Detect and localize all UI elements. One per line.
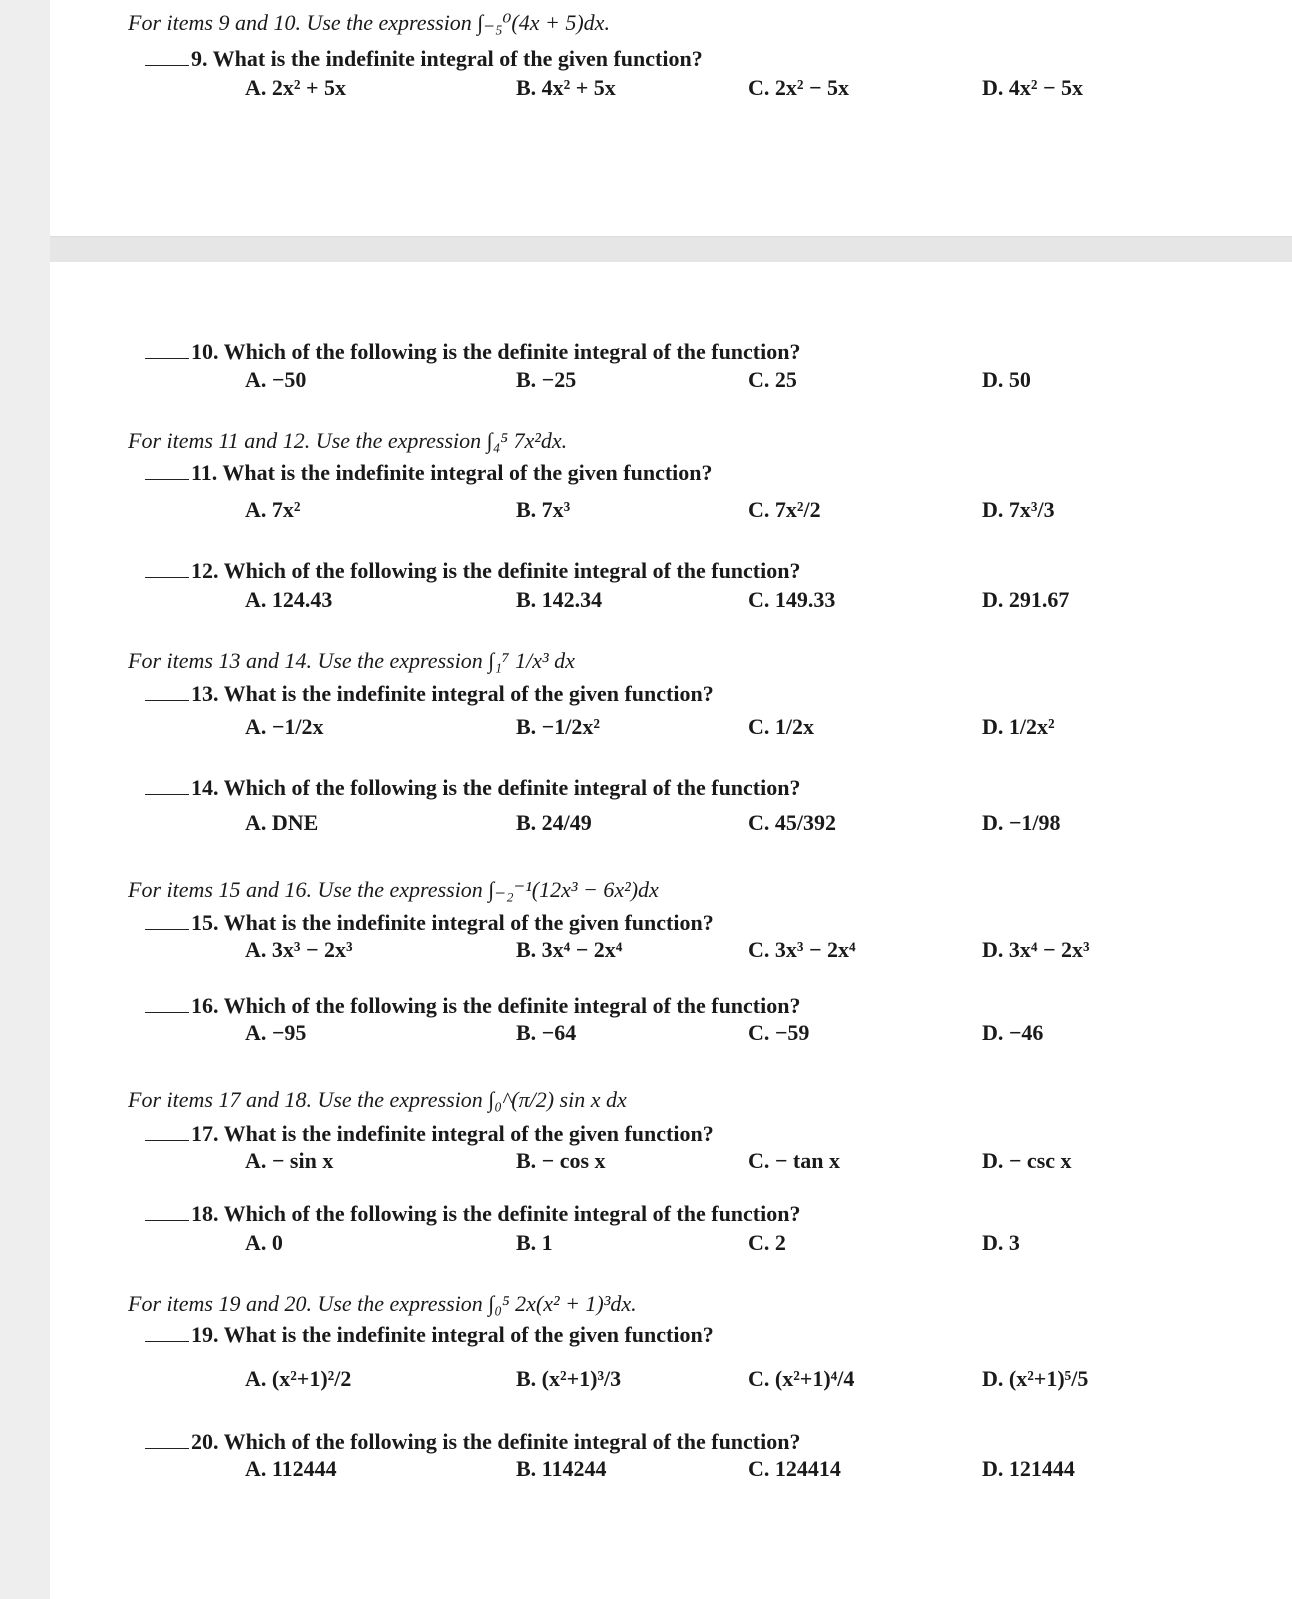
option-15b[interactable]: B. 3x⁴ − 2x⁴ <box>516 937 623 962</box>
option-9a[interactable]: A. 2x² + 5x <box>245 75 347 100</box>
option-20c[interactable]: C. 124414 <box>748 1456 841 1481</box>
answer-blank[interactable] <box>145 794 189 795</box>
answer-blank[interactable] <box>145 358 189 359</box>
answer-blank[interactable] <box>145 700 189 701</box>
option-14a[interactable]: A. DNE <box>245 810 319 835</box>
question-11: 11. What is the indefinite integral of the given function? <box>145 460 713 486</box>
option-17c[interactable]: C. − tan x <box>748 1148 840 1173</box>
option-12b[interactable]: B. 142.34 <box>516 587 603 612</box>
option-20b[interactable]: B. 114244 <box>516 1456 607 1481</box>
option-11d[interactable]: D. 7x³/3 <box>982 497 1055 522</box>
question-18: 18. Which of the following is the definite integral of the function? <box>145 1201 800 1227</box>
option-20a[interactable]: A. 112444 <box>245 1456 337 1481</box>
option-15d[interactable]: D. 3x⁴ − 2x³ <box>982 937 1090 962</box>
option-17a[interactable]: A. − sin x <box>245 1148 334 1173</box>
option-18b[interactable]: B. 1 <box>516 1230 553 1255</box>
question-19: 19. What is the indefinite integral of the given function? <box>145 1322 714 1348</box>
question-17: 17. What is the indefinite integral of the given function? <box>145 1121 714 1147</box>
option-9c[interactable]: C. 2x² − 5x <box>748 75 850 100</box>
answer-blank[interactable] <box>145 1341 189 1342</box>
question-9: 9. What is the indefinite integral of the given function? <box>145 46 703 72</box>
question-20: 20. Which of the following is the definite integral of the function? <box>145 1429 800 1455</box>
group-instruction-19-20: For items 19 and 20. Use the expression ∫₀⁵ 2x(x² + 1)³dx. <box>128 1291 637 1316</box>
option-11a[interactable]: A. 7x² <box>245 497 301 522</box>
option-18d[interactable]: D. 3 <box>982 1230 1020 1255</box>
option-18a[interactable]: A. 0 <box>245 1230 283 1255</box>
group-instruction-17-18: For items 17 and 18. Use the expression ∫₀^(π/2) sin x dx <box>128 1087 627 1112</box>
question-15: 15. What is the indefinite integral of the given function? <box>145 910 714 936</box>
answer-blank[interactable] <box>145 929 189 930</box>
option-19a[interactable]: A. (x²+1)²/2 <box>245 1366 352 1391</box>
answer-blank[interactable] <box>145 1140 189 1141</box>
option-15a[interactable]: A. 3x³ − 2x³ <box>245 937 353 962</box>
option-19b[interactable]: B. (x²+1)³/3 <box>516 1366 622 1391</box>
option-10d[interactable]: D. 50 <box>982 367 1031 392</box>
question-13: 13. What is the indefinite integral of the given function? <box>145 681 714 707</box>
option-16d[interactable]: D. −46 <box>982 1020 1044 1045</box>
option-20d[interactable]: D. 121444 <box>982 1456 1075 1481</box>
option-10b[interactable]: B. −25 <box>516 367 577 392</box>
option-19c[interactable]: C. (x²+1)⁴/4 <box>748 1366 855 1391</box>
question-16: 16. Which of the following is the definite integral of the function? <box>145 993 800 1019</box>
option-13c[interactable]: C. 1/2x <box>748 714 814 739</box>
option-12d[interactable]: D. 291.67 <box>982 587 1070 612</box>
option-12a[interactable]: A. 124.43 <box>245 587 333 612</box>
option-14c[interactable]: C. 45/392 <box>748 810 836 835</box>
option-13d[interactable]: D. 1/2x² <box>982 714 1055 739</box>
option-9b[interactable]: B. 4x² + 5x <box>516 75 616 100</box>
question-14: 14. Which of the following is the definite integral of the function? <box>145 775 800 801</box>
answer-blank[interactable] <box>145 1448 189 1449</box>
answer-blank[interactable] <box>145 1012 189 1013</box>
option-16b[interactable]: B. −64 <box>516 1020 577 1045</box>
option-11b[interactable]: B. 7x³ <box>516 497 571 522</box>
page-separator <box>50 236 1292 263</box>
group-instruction-15-16: For items 15 and 16. Use the expression ∫₋₂⁻¹(12x³ − 6x²)dx <box>128 877 659 902</box>
option-19d[interactable]: D. (x²+1)⁵/5 <box>982 1366 1089 1391</box>
option-14d[interactable]: D. −1/98 <box>982 810 1061 835</box>
option-14b[interactable]: B. 24/49 <box>516 810 592 835</box>
group-instruction-9-10: For items 9 and 10. Use the expression ∫₋₅⁰(4x + 5)dx. <box>128 10 610 35</box>
option-12c[interactable]: C. 149.33 <box>748 587 836 612</box>
question-10: 10. Which of the following is the definite integral of the function? <box>145 339 800 365</box>
option-16c[interactable]: C. −59 <box>748 1020 810 1045</box>
option-16a[interactable]: A. −95 <box>245 1020 307 1045</box>
option-11c[interactable]: C. 7x²/2 <box>748 497 821 522</box>
answer-blank[interactable] <box>145 65 189 66</box>
answer-blank[interactable] <box>145 479 189 480</box>
group-instruction-13-14: For items 13 and 14. Use the expression ∫₁⁷ 1/x³ dx <box>128 648 575 673</box>
answer-blank[interactable] <box>145 1220 189 1221</box>
group-instruction-11-12: For items 11 and 12. Use the expression ∫₄⁵ 7x²dx. <box>128 428 568 453</box>
answer-blank[interactable] <box>145 577 189 578</box>
option-13b[interactable]: B. −1/2x² <box>516 714 600 739</box>
option-17d[interactable]: D. − csc x <box>982 1148 1072 1173</box>
question-12: 12. Which of the following is the definite integral of the function? <box>145 558 800 584</box>
option-18c[interactable]: C. 2 <box>748 1230 786 1255</box>
option-17b[interactable]: B. − cos x <box>516 1148 606 1173</box>
option-10c[interactable]: C. 25 <box>748 367 797 392</box>
option-9d[interactable]: D. 4x² − 5x <box>982 75 1084 100</box>
option-13a[interactable]: A. −1/2x <box>245 714 324 739</box>
option-10a[interactable]: A. −50 <box>245 367 307 392</box>
option-15c[interactable]: C. 3x³ − 2x⁴ <box>748 937 856 962</box>
